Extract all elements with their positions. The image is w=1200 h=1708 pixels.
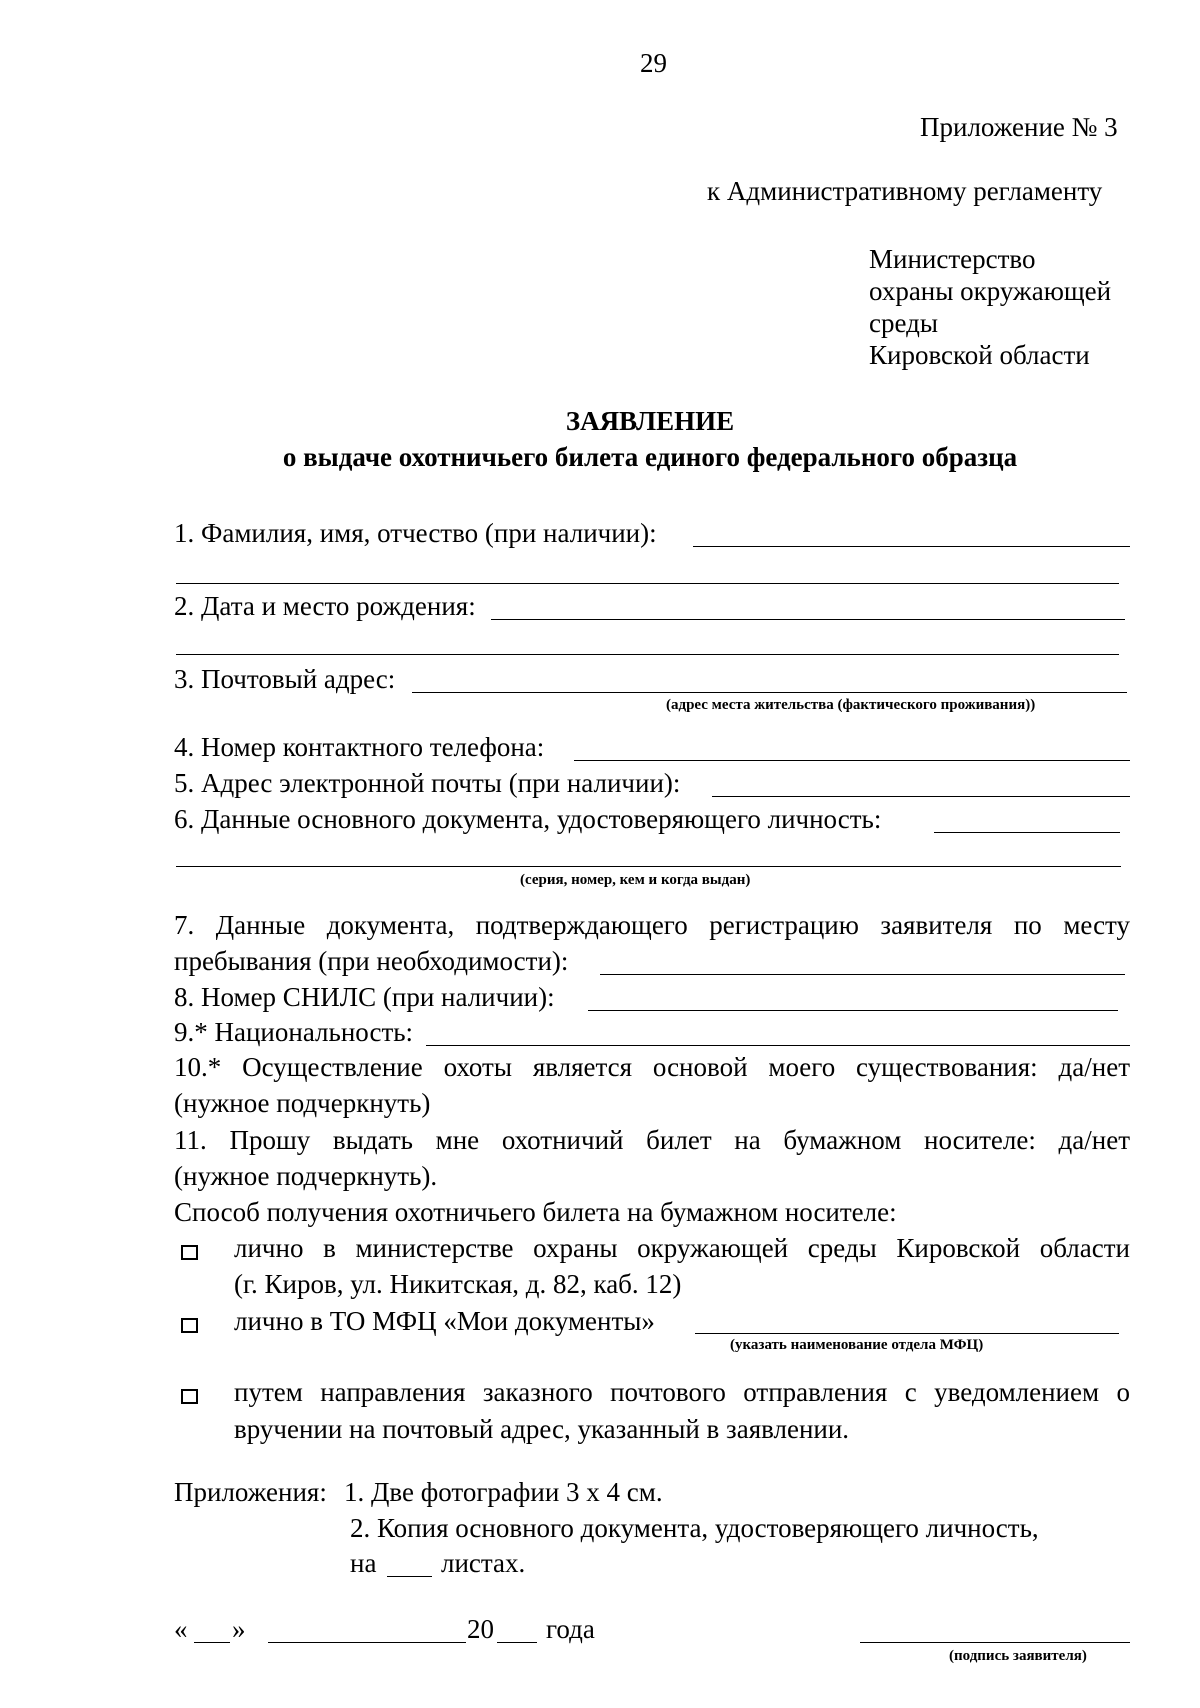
attachment-id-copy: 2. Копия основного документа, удостоверяющего личность,: [350, 1513, 1039, 1543]
page-number: 29: [640, 48, 667, 78]
attachments-label: Приложения:: [174, 1477, 327, 1507]
delivery-option-mfc-hint: (указать наименование отдела МФЦ): [730, 1337, 984, 1353]
document-subtitle: о выдаче охотничьего билета единого федерального образца: [282, 442, 1018, 472]
field-address-hint: (адрес места жительства (фактического проживания)): [666, 697, 1036, 713]
field-email-line[interactable]: [712, 796, 1130, 797]
field-id-doc-line-2[interactable]: [176, 866, 1121, 867]
field-full-name-line-2[interactable]: [176, 583, 1119, 584]
attachment-sheets-prefix: на: [350, 1548, 377, 1578]
date-quote-close: »: [232, 1614, 246, 1644]
attachment-photos: 1. Две фотографии 3 х 4 см.: [344, 1477, 663, 1507]
field-hunting-basis-note: (нужное подчеркнуть): [174, 1088, 431, 1118]
recipient-line-3: среды: [869, 308, 938, 338]
document-title: ЗАЯВЛЕНИЕ: [565, 406, 735, 436]
field-birth-line[interactable]: [491, 619, 1125, 620]
field-registration-label: 7. Данные документа, подтверждающего регистрацию заявителя по месту: [174, 910, 1130, 940]
date-quote-open: «: [174, 1614, 188, 1644]
field-full-name-label: 1. Фамилия, имя, отчество (при наличии):: [174, 518, 657, 548]
field-nationality-line[interactable]: [426, 1045, 1130, 1046]
field-hunting-basis-label: 10.* Осуществление охоты является основой моего существования: да/нет: [174, 1052, 1130, 1082]
date-year-word: года: [546, 1614, 595, 1644]
delivery-heading: Способ получения охотничьего билета на бумажном носителе:: [174, 1197, 897, 1227]
field-address-label: 3. Почтовый адрес:: [174, 664, 396, 694]
delivery-option-post-checkbox[interactable]: [181, 1389, 198, 1404]
delivery-option-post-label: путем направления заказного почтового отправления с уведомлением о: [234, 1377, 1130, 1407]
field-id-doc-line[interactable]: [934, 832, 1120, 833]
field-snils-label: 8. Номер СНИЛС (при наличии):: [174, 982, 555, 1012]
delivery-option-post-label-2: вручении на почтовый адрес, указанный в заявлении.: [234, 1414, 850, 1444]
signature-line[interactable]: [860, 1642, 1130, 1643]
field-paper-ticket-note: (нужное подчеркнуть).: [174, 1161, 438, 1191]
recipient-line-4: Кировской области: [869, 340, 1090, 370]
field-snils-line[interactable]: [588, 1010, 1118, 1011]
delivery-option-mfc-label: лично в ТО МФЦ «Мои документы»: [234, 1306, 655, 1336]
field-birth-line-2[interactable]: [176, 654, 1119, 655]
delivery-option-ministry-address: (г. Киров, ул. Никитская, д. 82, каб. 12): [234, 1269, 682, 1299]
attachment-sheets-suffix: листах.: [441, 1548, 526, 1578]
field-birth-label: 2. Дата и место рождения:: [174, 591, 476, 621]
field-paper-ticket-label: 11. Прошу выдать мне охотничий билет на бумажном носителе: да/нет: [174, 1125, 1130, 1155]
field-registration-label-2: пребывания (при необходимости):: [174, 946, 569, 976]
field-phone-label: 4. Номер контактного телефона:: [174, 732, 545, 762]
field-id-doc-label: 6. Данные основного документа, удостоверяющего личность:: [174, 804, 882, 834]
delivery-option-ministry-label: лично в министерстве охраны окружающей среды Кировской области: [234, 1233, 1130, 1263]
field-id-doc-hint: (серия, номер, кем и когда выдан): [520, 872, 751, 888]
delivery-option-mfc-checkbox[interactable]: [181, 1318, 198, 1333]
field-registration-line[interactable]: [600, 974, 1125, 975]
appendix-label: Приложение № 3: [920, 112, 1118, 142]
recipient-line-2: охраны окружающей: [869, 276, 1112, 306]
attachment-sheets-count-line[interactable]: [387, 1576, 432, 1577]
delivery-option-ministry-checkbox[interactable]: [181, 1245, 198, 1260]
delivery-option-mfc-line[interactable]: [695, 1333, 1119, 1334]
date-month-line[interactable]: [268, 1642, 466, 1643]
recipient-line-1: Министерство: [869, 244, 1036, 274]
field-phone-line[interactable]: [574, 760, 1130, 761]
regulation-label: к Административному регламенту: [707, 176, 1103, 206]
field-nationality-label: 9.* Национальность:: [174, 1017, 414, 1047]
field-email-label: 5. Адрес электронной почты (при наличии):: [174, 768, 681, 798]
field-address-line[interactable]: [412, 692, 1127, 693]
signature-hint: (подпись заявителя): [949, 1648, 1087, 1664]
field-full-name-line[interactable]: [693, 546, 1130, 547]
date-day-line[interactable]: [194, 1642, 230, 1643]
date-year-line[interactable]: [497, 1642, 537, 1643]
date-century: 20: [467, 1614, 494, 1644]
